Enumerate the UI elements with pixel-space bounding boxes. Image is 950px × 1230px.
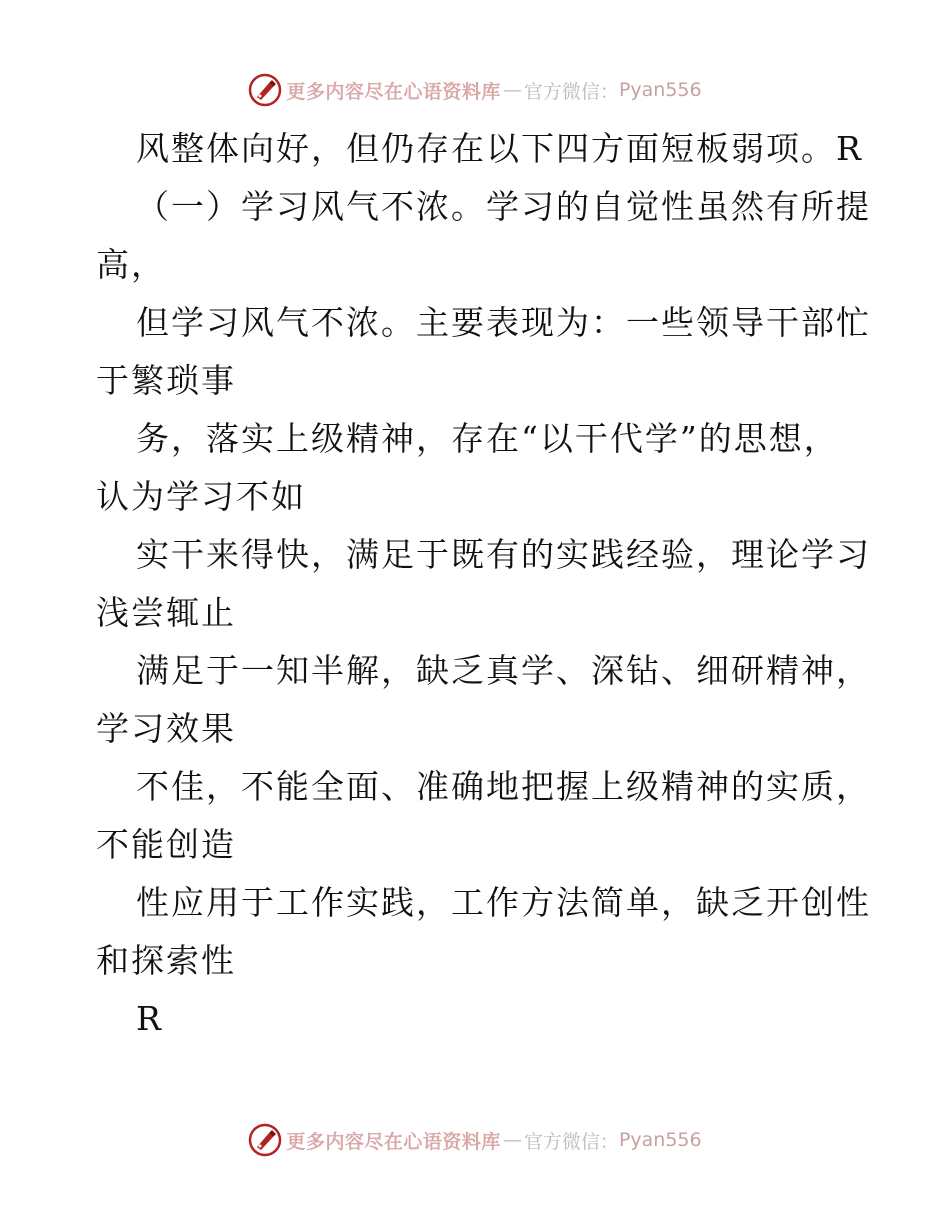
body-line: 风整体向好，但仍存在以下四方面短板弱项。R xyxy=(136,129,863,168)
pen-logo-icon xyxy=(248,1123,282,1157)
body-line: 和探索性 xyxy=(96,941,236,980)
body-line: 高， xyxy=(96,245,166,284)
watermark-dash: — xyxy=(502,79,522,101)
watermark-wechat-id: Pyan556 xyxy=(618,79,702,101)
pen-logo-icon xyxy=(248,73,282,107)
body-line: （一）学习风气不浓。学习的自觉性虽然有所提 xyxy=(136,187,871,226)
watermark-dash: — xyxy=(502,1129,522,1151)
body-line: R xyxy=(136,999,163,1038)
watermark-wechat-label: 官方微信： xyxy=(523,80,619,103)
watermark-wechat-id: Pyan556 xyxy=(618,1129,702,1151)
body-line: 于繁琐事 xyxy=(96,361,236,400)
body-line: 不佳，不能全面、准确地把握上级精神的实质， xyxy=(136,767,871,806)
body-line: 学习效果 xyxy=(96,709,236,748)
body-line: 不能创造 xyxy=(96,825,236,864)
document-body xyxy=(96,120,896,1048)
watermark-text: 更多内容尽在心语资料库 xyxy=(286,1130,501,1153)
body-line: 务，落实上级精神，存在“以干代学”的思想， xyxy=(136,419,839,458)
footer-watermark-banner xyxy=(0,1118,950,1162)
header-watermark-banner xyxy=(0,68,950,112)
watermark-wechat-label: 官方微信： xyxy=(523,1130,619,1153)
body-line: 满足于一知半解，缺乏真学、深钻、细研精神， xyxy=(136,651,871,690)
watermark-text: 更多内容尽在心语资料库 xyxy=(286,80,501,103)
body-line: 浅尝辄止 xyxy=(96,593,236,632)
body-line: 性应用于工作实践，工作方法简单，缺乏开创性 xyxy=(136,883,871,922)
body-line: 认为学习不如 xyxy=(96,477,306,516)
body-line: 实干来得快，满足于既有的实践经验，理论学习 xyxy=(136,535,871,574)
body-line: 但学习风气不浓。主要表现为：一些领导干部忙 xyxy=(136,303,871,342)
